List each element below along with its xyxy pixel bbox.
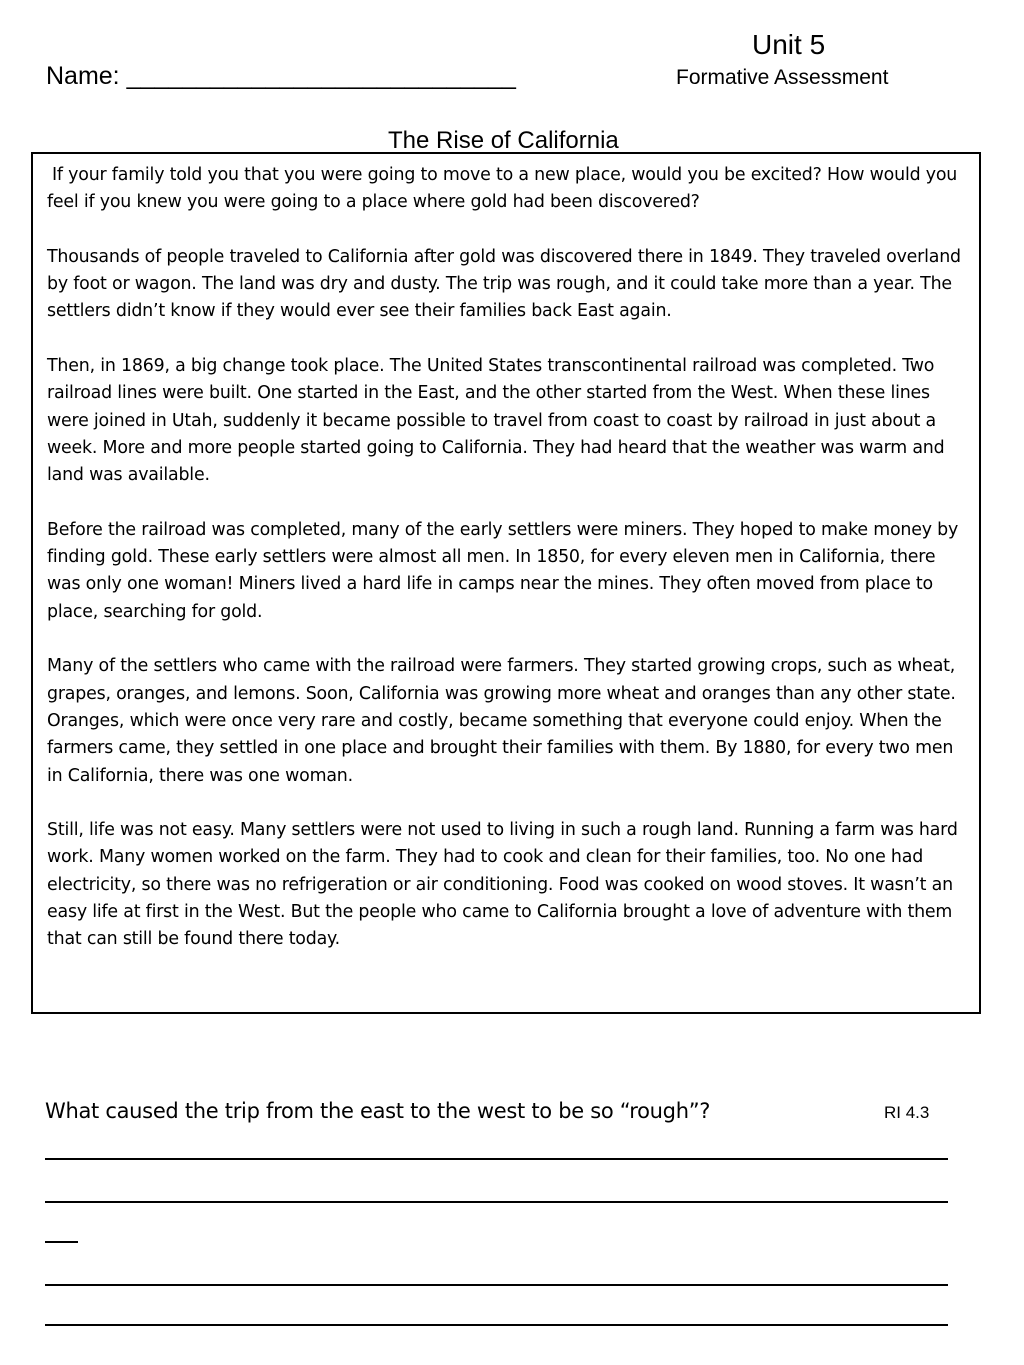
question-text: What caused the trip from the east to the west to be so “rough”?	[45, 1099, 711, 1123]
passage-box	[31, 152, 981, 1014]
passage-text	[47, 162, 971, 981]
answer-line-2[interactable]	[45, 1201, 948, 1203]
answer-line-3[interactable]	[45, 1284, 948, 1286]
passage-paragraph-1: If your family told you that you were going to move to a new place, would you be excited? How would you feel if you knew you were going to a place where gold had been discovered?	[47, 165, 958, 213]
name-field-label: Name: ____________________________	[46, 62, 516, 90]
passage-paragraph-5: Many of the settlers who came with the railroad were farmers. They started growing crops, such as wheat, grapes, oranges, and lemons. Soon, California was growing more wheat and oranges than any other state. Oranges, which were once very rare and costly, became something that everyone could enjoy. When the farmers came, they settled in one place and brought their families with them. By 1880, for every two men in California, there was one woman.	[47, 656, 956, 786]
passage-paragraph-2: Thousands of people traveled to California after gold was discovered there in 1849. They traveled overland by foot or wagon. The land was dry and dusty. The trip was rough, and it could take more than a year. The settlers didn’t know if they would ever see their families back East again.	[47, 246, 961, 322]
passage-paragraph-6: Still, life was not easy. Many settlers were not used to living in such a rough land. Running a farm was hard work. Many women worked on the farm. They had to cook and clean for their families, too. No one had electricity, so there was no refrigeration or air conditioning. Food was cooked on wood stoves. It wasn’t an easy life at first in the West. But the people who came to California brought a love of adventure with them that can still be found there today.	[47, 820, 958, 950]
answer-line-2-overflow[interactable]	[45, 1241, 78, 1243]
standard-code: RI 4.3	[884, 1103, 930, 1122]
unit-title: Unit 5	[752, 29, 826, 60]
answer-line-1[interactable]	[45, 1158, 948, 1160]
passage-paragraph-3: Then, in 1869, a big change took place. The United States transcontinental railroad was completed. Two railroad lines were built. One started in the East, and the other started from the West. When these lines were joined in Utah, suddenly it became possible to travel from coast to coast by railroad in just about a week. More and more people started going to California. They had heard that the weather was warm and land was available.	[47, 356, 945, 486]
assessment-subtitle: Formative Assessment	[676, 66, 889, 89]
answer-line-4[interactable]	[45, 1324, 948, 1326]
passage-paragraph-4: Before the railroad was completed, many of the early settlers were miners. They hoped to make money by finding gold. These early settlers were almost all men. In 1850, for every eleven men in California, there was only one woman! Miners lived a hard life in camps near the mines. They often moved from place to place, searching for gold.	[47, 519, 959, 622]
reading-title: The Rise of California	[388, 127, 619, 154]
